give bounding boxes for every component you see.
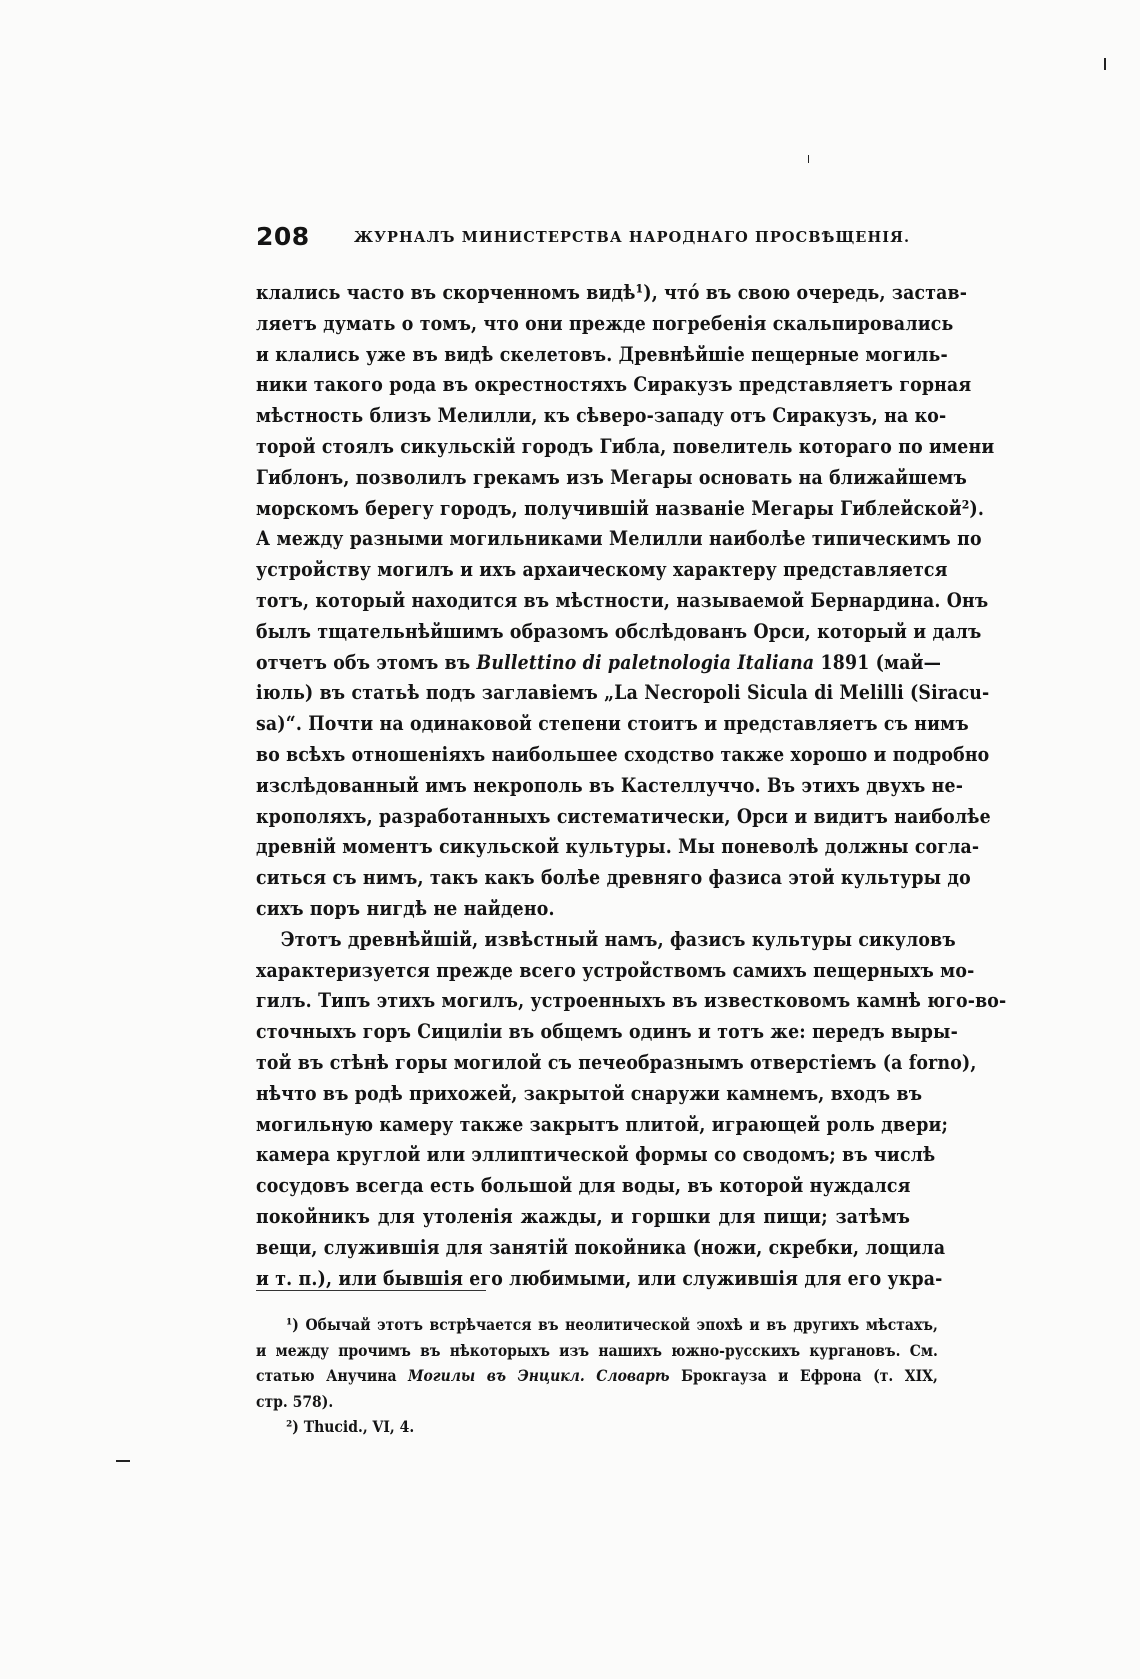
text-line: покойникъ для утоленія жажды, и горшки для пищи; затѣмъ (256, 1204, 911, 1228)
text-line: нѣчто въ родѣ прихожей, закрытой снаружи камнемъ, входъ въ (256, 1081, 923, 1105)
footnotes (256, 1312, 938, 1440)
body-text (256, 278, 1007, 1294)
scan-edge-mark (116, 1460, 130, 1462)
text-line: іюль) въ статьѣ подъ заглавіемъ „La Necropoli Sicula di Melilli (Siracu- (256, 681, 990, 705)
text-line: сихъ поръ нигдѣ не найдено. (256, 896, 555, 920)
text-line-segment: 1891 (май— (814, 650, 942, 674)
footnote-line (256, 1363, 938, 1389)
text-line: во всѣхъ отношеніяхъ наибольшее сходство также хорошо и подробно (256, 742, 990, 766)
footnote-line: ²) Thucid., VI, 4. (286, 1417, 415, 1436)
text-line: ляетъ думать о томъ, что они прежде погребенія скальпировались (256, 311, 954, 335)
text-line-segment: отчетъ объ этомъ въ (256, 650, 477, 674)
text-line (256, 648, 942, 679)
text-line: тотъ, который находится въ мѣстности, называемой Бернардина. Онъ (256, 588, 989, 612)
text-line: гилъ. Типъ этихъ могилъ, устроенныхъ въ известковомъ камнѣ юго-во- (256, 989, 1007, 1013)
text-line: той въ стѣнѣ горы могилой съ печеобразнымъ отверстіемъ (a forno), (256, 1050, 977, 1074)
text-line: сосудовъ всегда есть большой для воды, въ которой нуждался (256, 1174, 911, 1198)
running-title: ЖУРНАЛЪ МИНИСТЕРСТВА НАРОДНАГО ПРОСВѢЩЕНІЯ. (354, 229, 911, 246)
italic-title: Bullettino di paletnologia Italiana (476, 650, 815, 674)
page-number: 208 (256, 222, 310, 251)
text-line: клались часто въ скорченномъ видѣ¹), чтó въ свою очередь, застав- (256, 281, 968, 304)
text-line: древній моментъ сикульской культуры. Мы поневолѣ должны согла- (256, 835, 980, 859)
text-line: и т. п.), или бывшія его любимыми, или служившія для его укра- (256, 1266, 943, 1290)
text-line: sa)“. Почти на одинаковой степени стоитъ и представляетъ съ нимъ (256, 712, 969, 736)
text-line: устройству могилъ и ихъ архаическому характеру представляется (256, 558, 948, 582)
text-line: вещи, служившія для занятій покойника (ножи, скребки, лощила (256, 1235, 946, 1259)
text-line: и клались уже въ видѣ скелетовъ. Древнѣйшіе пещерные могиль- (256, 342, 948, 366)
text-line: А между разными могильниками Мелилли наиболѣе типическимъ по (256, 527, 982, 551)
scan-edge-mark (808, 155, 809, 163)
footnote-line-segment: Брокгауза и Ефрона (т. XIX, (669, 1366, 938, 1385)
text-line: ситься съ нимъ, такъ какъ болѣе древняго фазиса этой культуры до (256, 866, 971, 890)
footnote-divider (256, 1290, 486, 1291)
footnote-line: стр. 578). (256, 1391, 334, 1411)
footnote-line-segment: статью Анучина (256, 1366, 409, 1385)
text-line: Этотъ древнѣйшій, извѣстный намъ, фазисъ культуры сикуловъ (280, 927, 956, 951)
text-line: характеризуется прежде всего устройствомъ самихъ пещерныхъ мо- (256, 958, 975, 982)
text-line: былъ тщательнѣйшимъ образомъ обслѣдованъ Орси, который и далъ (256, 619, 982, 643)
footnote-line: и между прочимъ въ нѣкоторыхъ изъ нашихъ южно-русскихъ кургановъ. См. (256, 1340, 938, 1360)
text-line: ники такого рода въ окрестностяхъ Сиракузъ представляетъ горная (256, 373, 972, 397)
scan-edge-mark (1104, 58, 1106, 70)
text-line: мѣстность близъ Мелилли, къ сѣверо-западу отъ Сиракузъ, на ко- (256, 404, 947, 428)
text-line: сточныхъ горъ Сициліи въ общемъ одинъ и тотъ же: передъ выры- (256, 1020, 958, 1044)
italic-title: Могилы въ Энцикл. Словарѣ (408, 1366, 670, 1385)
text-line: Гиблонъ, позволилъ грекамъ изъ Мегары основать на ближайшемъ (256, 465, 967, 489)
text-line: торой стоялъ сикульскій городъ Гибла, повелитель котораго по имени (256, 434, 995, 458)
footnote-line: ¹) Обычай этотъ встрѣчается въ неолитической эпохѣ и въ другихъ мѣстахъ, (286, 1315, 938, 1334)
text-line: могильную камеру также закрытъ плитой, играющей роль двери; (256, 1112, 949, 1136)
text-line: изслѣдованный имъ некрополь въ Кастеллуччо. Въ этихъ двухъ не- (256, 773, 964, 797)
text-line: камера круглой или эллиптической формы со сводомъ; въ числѣ (256, 1143, 936, 1167)
text-line: крополяхъ, разработанныхъ систематически, Орси и видитъ наиболѣе (256, 804, 991, 828)
text-line: морскомъ берегу городъ, получившій названіе Мегары Гиблейской²). (256, 496, 985, 520)
